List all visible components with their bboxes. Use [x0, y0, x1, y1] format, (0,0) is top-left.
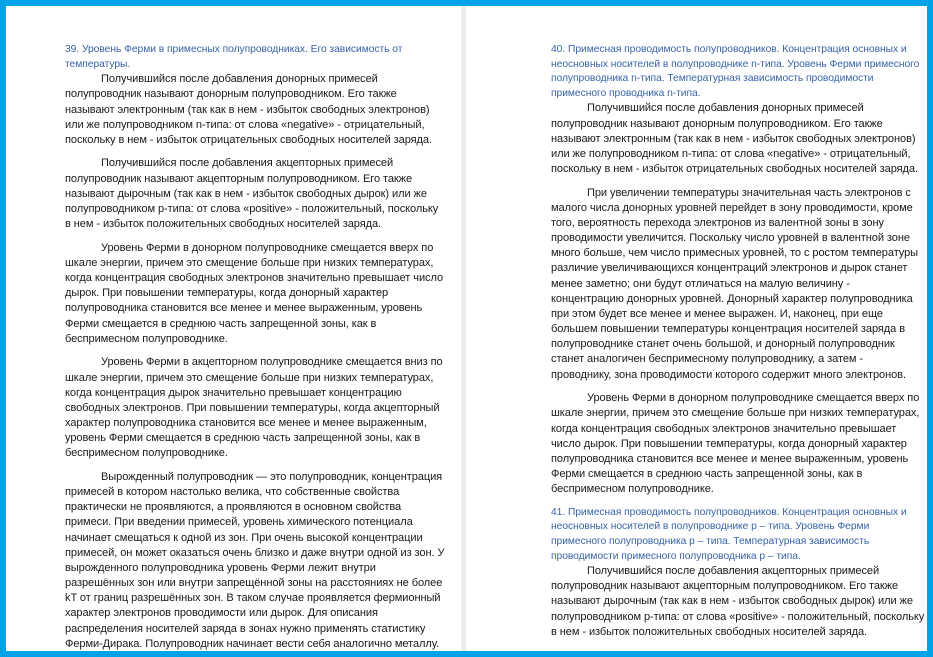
paragraph: Получившийся после добавления донорных примесей полупроводник называют донорным полупроводником. Его также называют электронным (так как в нем - избыток свободных электронов) или же полупроводником n-типа: от слова «negative» - отрицательный, поскольку в нем - избыток отрицательных свободных носителей заряда.	[65, 73, 432, 146]
paragraph: При увеличении температуры значительная часть электронов с малого числа донорных уровней перейдет в зону проводимости, кроме того, вероятность перехода электронов из валентной зоны в зону проводимости увеличится. Поскольку число уровней в валентной зоне много больше, чем число примесных уровней, то с ростом температуры различие увеличивающихся концентраций электронов и дырок станет менее заметно; они будут отличаться на малую величину - концентрацию донорных уровней. Донорный характер полупроводника при этом будет все менее и менее выражен. И, наконец, при еще большем повышении температуры концентрация носителей заряда в полупроводнике станет очень большой, и донорный полупроводник станет аналогичен беспримесному полупроводнику, а затем - проводнику, зона проводимости которого содержит много электронов.	[551, 186, 919, 381]
paragraph: Получившийся после добавления донорных примесей полупроводник называют донорным полупроводником. Его также называют электронным (так как в нем - избыток свободных электронов) или же полупроводником n-типа: от слова «negative» - отрицательный, поскольку в нем - избыток отрицательных свободных носителей заряда.	[551, 102, 918, 175]
section-heading-41: 41. Примесная проводимость полупроводников. Концентрация основных и неосновных носителей в полупроводнике р – типа. Уровень Ферми примесного полупроводника р – типа. Температурная зависимость проводимости примесного полупроводника р – типа.	[551, 506, 907, 562]
paragraph: Вырожденный полупроводник — это полупроводник, концентрация примесей в котором настолько велика, что собственные свойства практически не проявляются, а проявляются в основном свойства примеси. При введении примесей, уровень химического потенциала начинает смещаться к одной из зон. При очень высокой концентрации примесей, он может оказаться очень близко и даже внутри одной из зон. У вырожденного полупроводника уровень Ферми лежит внутри разрешённых зон или внутри запрещённой зоны на расстояниях не более kT от границ разрешённых зон. В таком случае проявляется фермионный характер электронов проводимости или дырок. Для описания распределения носителей заряда в зонах нужно применять статистику Ферми-Дирака. Полупроводник начинает вести себя аналогично металлу.	[65, 470, 445, 650]
section-heading-40: 40. Примесная проводимость полупроводников. Концентрация основных и неосновных носителей в полупроводнике n-типа. Уровень Ферми примесного полупроводника n-типа. Температурная зависимость проводимости примесного проводника n-типа.	[551, 44, 920, 99]
paragraph: Уровень Ферми в донорном полупроводнике смещается вверх по шкале энергии, причем это смещение больше при низких температурах, когда концентрация свободных электронов значительно превышает число дырок. При повышении температуры, когда донорный характер полупроводника становится все менее и менее выраженным, уровень Ферми смещается в среднюю часть запрещенной зоны, как в беспримесном полупроводнике.	[551, 392, 920, 496]
paragraph: Получившийся после добавления акцепторных примесей полупроводник называют акцепторным полупроводником. Его также называют дырочным (так как в нем - избыток свободных дырок) или же полупроводником р-типа: от слова «positive» - положительный, поскольку в нем - избыток положительных свободных носителей заряда.	[65, 157, 439, 231]
left-page-content	[65, 43, 445, 652]
paragraph: Уровень Ферми в донорном полупроводнике смещается вверх по шкале энергии, причем это смещение больше при низких температурах, когда концентрация свободных электронов значительно превышает число дырок. При повышении температуры, когда донорный характер полупроводника становится все менее и менее выраженным, уровень Ферми смещается в среднюю часть запрещенной зоны, как в беспримесном полупроводнике.	[65, 241, 444, 345]
section-heading-39: 39. Уровень Ферми в примесных полупроводниках. Его зависимость от температуры.	[65, 44, 403, 70]
paragraph: Уровень Ферми в акцепторном полупроводнике смещается вниз по шкале энергии, причем это смещение больше при низких температурах, когда концентрация дырок значительно превышает концентрацию свободных электронов. При повышении температуры, когда акцепторный характер полупроводника становится все менее и менее выраженным, уровень Ферми смещается в среднюю часть запрещенной зоны, как в беспримесном полупроводнике.	[65, 356, 443, 460]
left-page	[6, 6, 461, 651]
right-page-content	[551, 43, 925, 640]
right-page	[466, 6, 927, 651]
paragraph: Получившийся после добавления акцепторных примесей полупроводник называют акцепторным полупроводником. Его также называют дырочным (так как в нем - избыток свободных дырок) или же полупроводником р-типа: от слова «positive» - положительный, поскольку в нем - избыток положительных свободных носителей заряда.	[551, 565, 925, 638]
